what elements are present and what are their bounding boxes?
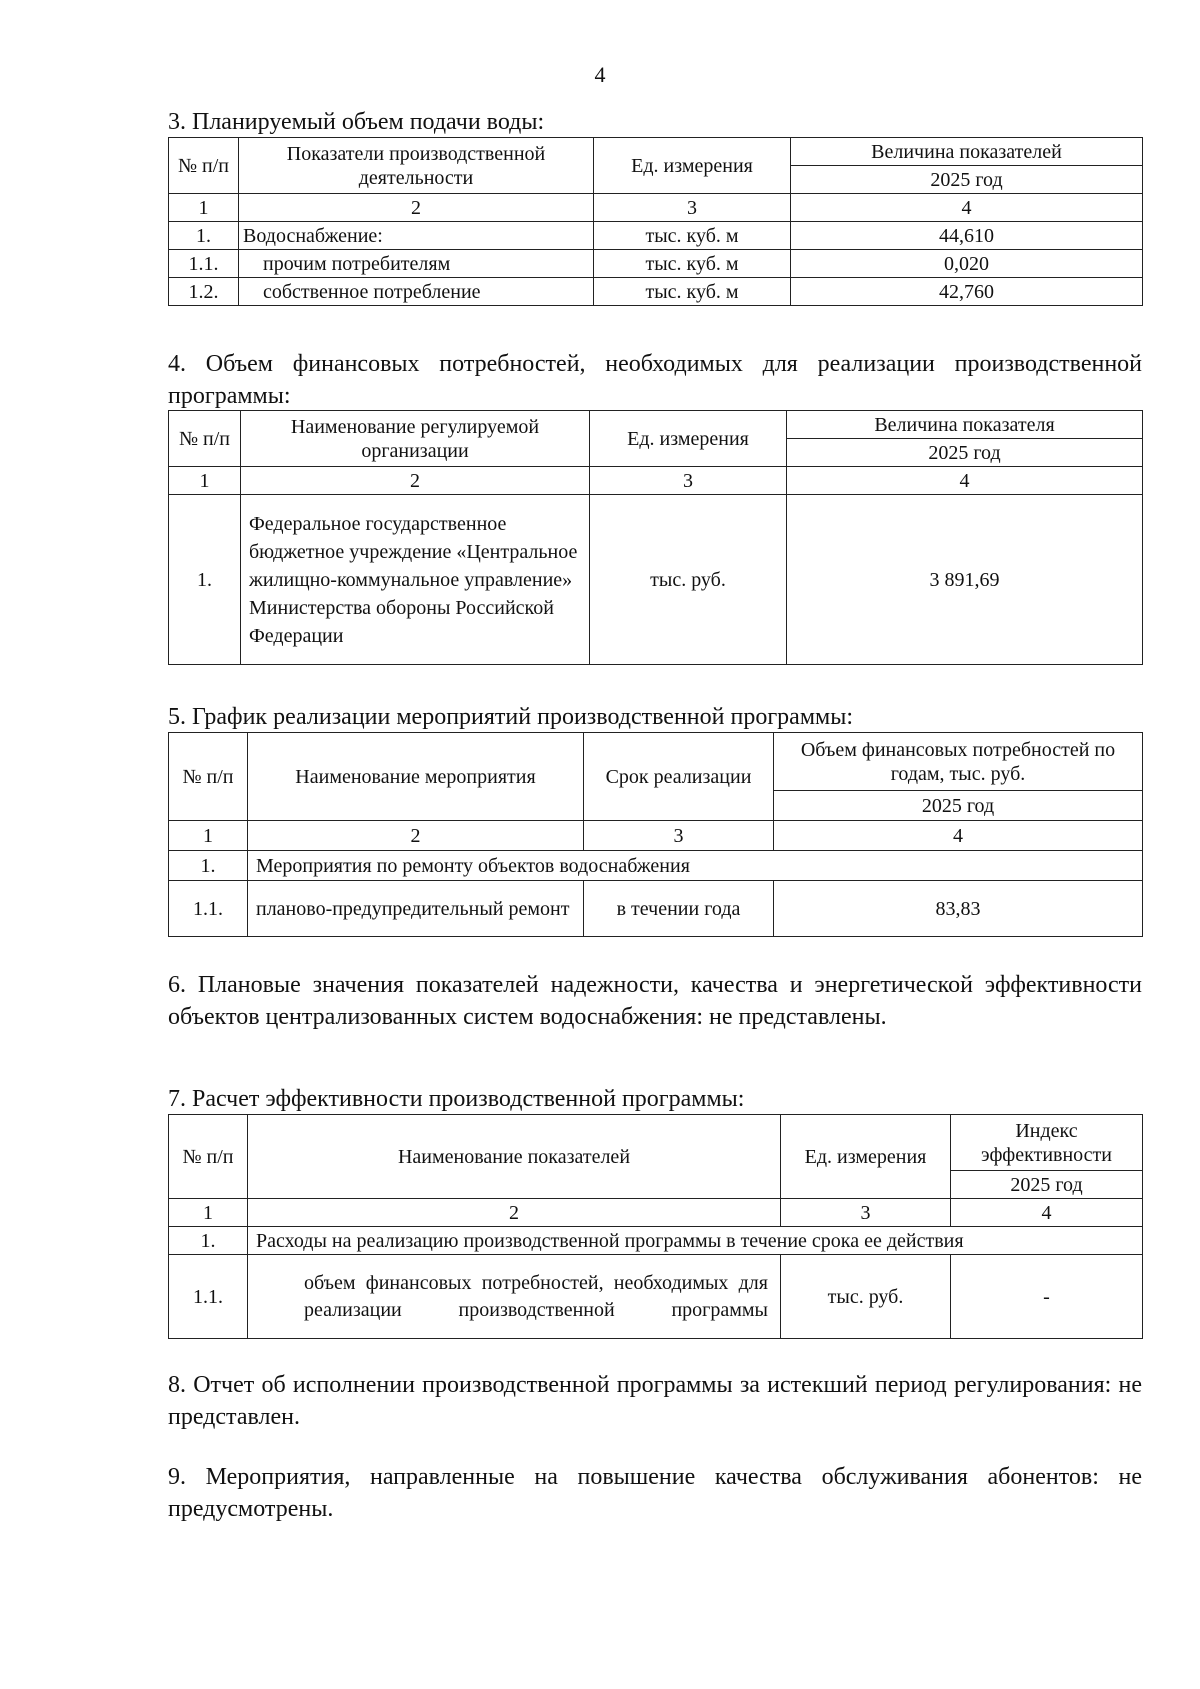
row-unit: тыс. куб. м [594, 278, 791, 306]
section7-title: 7. Расчет эффективности производственной программы: [168, 1086, 745, 1112]
section8-text: 8. Отчет об исполнении производственной программы за истекший период регулирования: не представлен. [168, 1372, 1142, 1430]
financial-needs-table [168, 410, 1143, 665]
row-num: 1.1. [169, 881, 248, 937]
row-value: 83,83 [774, 881, 1143, 937]
row-unit: тыс. руб. [781, 1255, 951, 1339]
section6-text: 6. Плановые значения показателей надежности, качества и энергетической эффективности объектов централизованных систем водоснабжения: не представлены. [168, 972, 1142, 1030]
row-num: 1.2. [169, 278, 239, 306]
row-value: 42,760 [791, 278, 1143, 306]
header-unit: Ед. измерения [590, 411, 787, 467]
row-name: прочим потребителям [239, 250, 594, 278]
group-name: Расходы на реализацию производственной программы в течение срока ее действия [248, 1227, 1143, 1255]
table-row [169, 222, 1143, 250]
row-unit: тыс. куб. м [594, 222, 791, 250]
index-cell: 4 [951, 1199, 1143, 1227]
header-name: Наименование мероприятия [248, 733, 584, 821]
efficiency-table [168, 1114, 1143, 1339]
header-value: Величина показателя [787, 411, 1143, 439]
header-term: Срок реализации [584, 733, 774, 821]
group-row [169, 1227, 1143, 1255]
table-row [169, 250, 1143, 278]
water-supply-table [168, 137, 1143, 306]
index-cell: 2 [239, 194, 594, 222]
header-name: Наименование показателей [248, 1115, 781, 1199]
section3-title: 3. Планируемый объем подачи воды: [168, 109, 545, 135]
index-cell: 3 [584, 821, 774, 851]
row-unit: тыс. руб. [590, 495, 787, 665]
header-value: Величина показателей [791, 138, 1143, 166]
header-year: 2025 год [774, 791, 1143, 821]
row-name: объем финансовых потребностей, необходимых для реализации производственной программы [248, 1255, 781, 1339]
index-cell: 2 [241, 467, 590, 495]
row-term: в течении года [584, 881, 774, 937]
table-row [169, 881, 1143, 937]
row-value: 44,610 [791, 222, 1143, 250]
table-row [169, 495, 1143, 665]
row-name: планово-предупредительный ремонт [248, 881, 584, 937]
header-num: № п/п [169, 411, 241, 467]
index-cell: 3 [590, 467, 787, 495]
row-value: 0,020 [791, 250, 1143, 278]
header-num: № п/п [169, 1115, 248, 1199]
index-cell: 4 [791, 194, 1143, 222]
page-number: 4 [594, 62, 606, 87]
index-cell: 2 [248, 1199, 781, 1227]
row-unit: тыс. куб. м [594, 250, 791, 278]
header-year: 2025 год [951, 1171, 1143, 1199]
schedule-table [168, 732, 1143, 937]
index-cell: 2 [248, 821, 584, 851]
index-cell: 1 [169, 467, 241, 495]
header-org: Наименование регулируемой организации [241, 411, 590, 467]
header-index: Индекс эффективности [951, 1115, 1143, 1171]
section4-title: 4. Объем финансовых потребностей, необходимых для реализации производственной программы: [168, 351, 1142, 409]
row-num: 1.1. [169, 250, 239, 278]
index-cell: 1 [169, 1199, 248, 1227]
index-cell: 4 [774, 821, 1143, 851]
header-year: 2025 год [791, 166, 1143, 194]
row-value: - [951, 1255, 1143, 1339]
row-num: 1. [169, 1227, 248, 1255]
organization-name: Федеральное государственное бюджетное учреждение «Центральное жилищно-коммунальное управление» Министерства обороны Российской Федерации [241, 495, 590, 665]
header-num: № п/п [169, 138, 239, 194]
group-name: Мероприятия по ремонту объектов водоснабжения [248, 851, 1143, 881]
index-cell: 1 [169, 821, 248, 851]
header-unit: Ед. измерения [781, 1115, 951, 1199]
row-num: 1. [169, 222, 239, 250]
row-name: собственное потребление [239, 278, 594, 306]
index-cell: 4 [787, 467, 1143, 495]
header-year: 2025 год [787, 439, 1143, 467]
group-row [169, 851, 1143, 881]
index-cell: 3 [781, 1199, 951, 1227]
table-row [169, 1255, 1143, 1339]
row-name: Водоснабжение: [239, 222, 594, 250]
header-num: № п/п [169, 733, 248, 821]
row-num: 1. [169, 495, 241, 665]
section9-text: 9. Мероприятия, направленные на повышение качества обслуживания абонентов: не предусмотрены. [168, 1464, 1142, 1522]
section5-title: 5. График реализации мероприятий производственной программы: [168, 704, 853, 730]
row-num: 1.1. [169, 1255, 248, 1339]
header-volume: Объем финансовых потребностей по годам, тыс. руб. [774, 733, 1143, 791]
header-unit: Ед. измерения [594, 138, 791, 194]
row-num: 1. [169, 851, 248, 881]
table-row [169, 278, 1143, 306]
row-value: 3 891,69 [787, 495, 1143, 665]
index-cell: 3 [594, 194, 791, 222]
index-cell: 1 [169, 194, 239, 222]
header-indicator: Показатели производственной деятельности [239, 138, 594, 194]
